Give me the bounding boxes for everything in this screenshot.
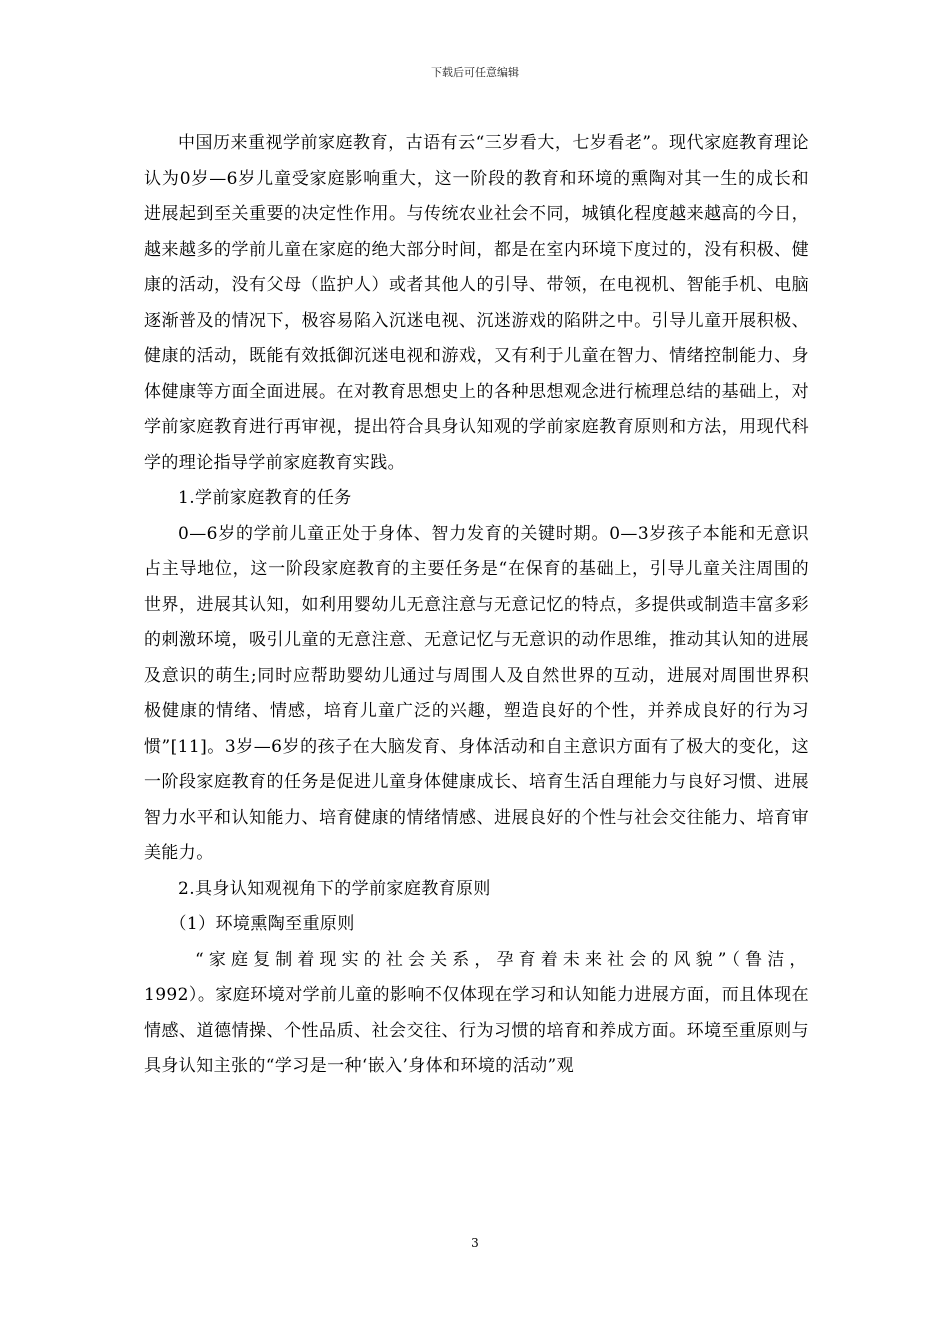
document-body — [144, 126, 809, 1085]
page-header: 下载后可任意编辑 — [431, 66, 519, 79]
page-number: 3 — [471, 1236, 479, 1250]
subsection-heading-environment: （1）环境熏陶至重原则 — [169, 914, 355, 934]
section-heading-principles: 2.具身认知观视角下的学前家庭教育原则 — [178, 878, 491, 899]
paragraph-intro: 中国历来重视学前家庭教育，古语有云“三岁看大，七岁看老”。现代家庭教育理论认为0岁—6岁儿童受家庭影响重大，这一阶段的教育和环境的熏陶对其一生的成长和进展起到至关重要的决定性作用。与传统农业社会不同，城镇化程度越来越高的今日，越来越多的学前儿童在家庭的绝大部分时间，都是在室内环境下度过的，没有积极、健康的活动，没有父母（监护人）或者其他人的引导、带领，在电视机、智能手机、电脑逐渐普及的情况下，极容易陷入沉迷电视、沉迷游戏的陷阱之中。引导儿童开展积极、健康的活动，既能有效抵御沉迷电视和游戏，又有利于儿童在智力、情绪控制能力、身体健康等方面全面进展。在对教育思想史上的各种思想观念进行梳理总结的基础上，对学前家庭教育进行再审视，提出符合具身认知观的学前家庭教育原则和方法，用现代科学的理论指导学前家庭教育实践。 — [144, 133, 809, 473]
section-heading-tasks: 1.学前家庭教育的任务 — [178, 488, 352, 508]
paragraph-environment — [144, 943, 809, 1085]
paragraph-environment-rest: 1992）。家庭环境对学前儿童的影响不仅体现在学习和认知能力进展方面，而且体现在情感、道德情操、个性品质、社会交往、行为习惯的培育和养成方面。环境至重原则与具身认知主张的“学习是一种‘嵌入’身体和环境的活动”观 — [144, 985, 809, 1076]
quote-text: “家庭复制着现实的社会关系，孕育着未来社会的风貌”（鲁洁， — [195, 949, 809, 970]
paragraph-tasks: 0—6岁的学前儿童正处于身体、智力发育的关键时期。0—3岁孩子本能和无意识占主导地位，这一阶段家庭教育的主要任务是“在保育的基础上，引导儿童关注周围的世界，进展其认知，如利用婴幼儿无意注意与无意记忆的特点，多提供或制造丰富多彩的刺激环境，吸引儿童的无意注意、无意记忆与无意识的动作思维，推动其认知的进展及意识的萌生;同时应帮助婴幼儿通过与周围人及自然世界的互动，进展对周围世界积极健康的情绪、情感，培育儿童广泛的兴趣，塑造良好的个性，并养成良好的行为习惯”[11]。3岁—6岁的孩子在大脑发育、身体活动和自主意识方面有了极大的变化，这一阶段家庭教育的任务是促进儿童身体健康成长、培育生活自理能力与良好习惯、进展智力水平和认知能力、培育健康的情绪情感、进展良好的个性与社会交往能力、培育审美能力。 — [144, 523, 809, 863]
